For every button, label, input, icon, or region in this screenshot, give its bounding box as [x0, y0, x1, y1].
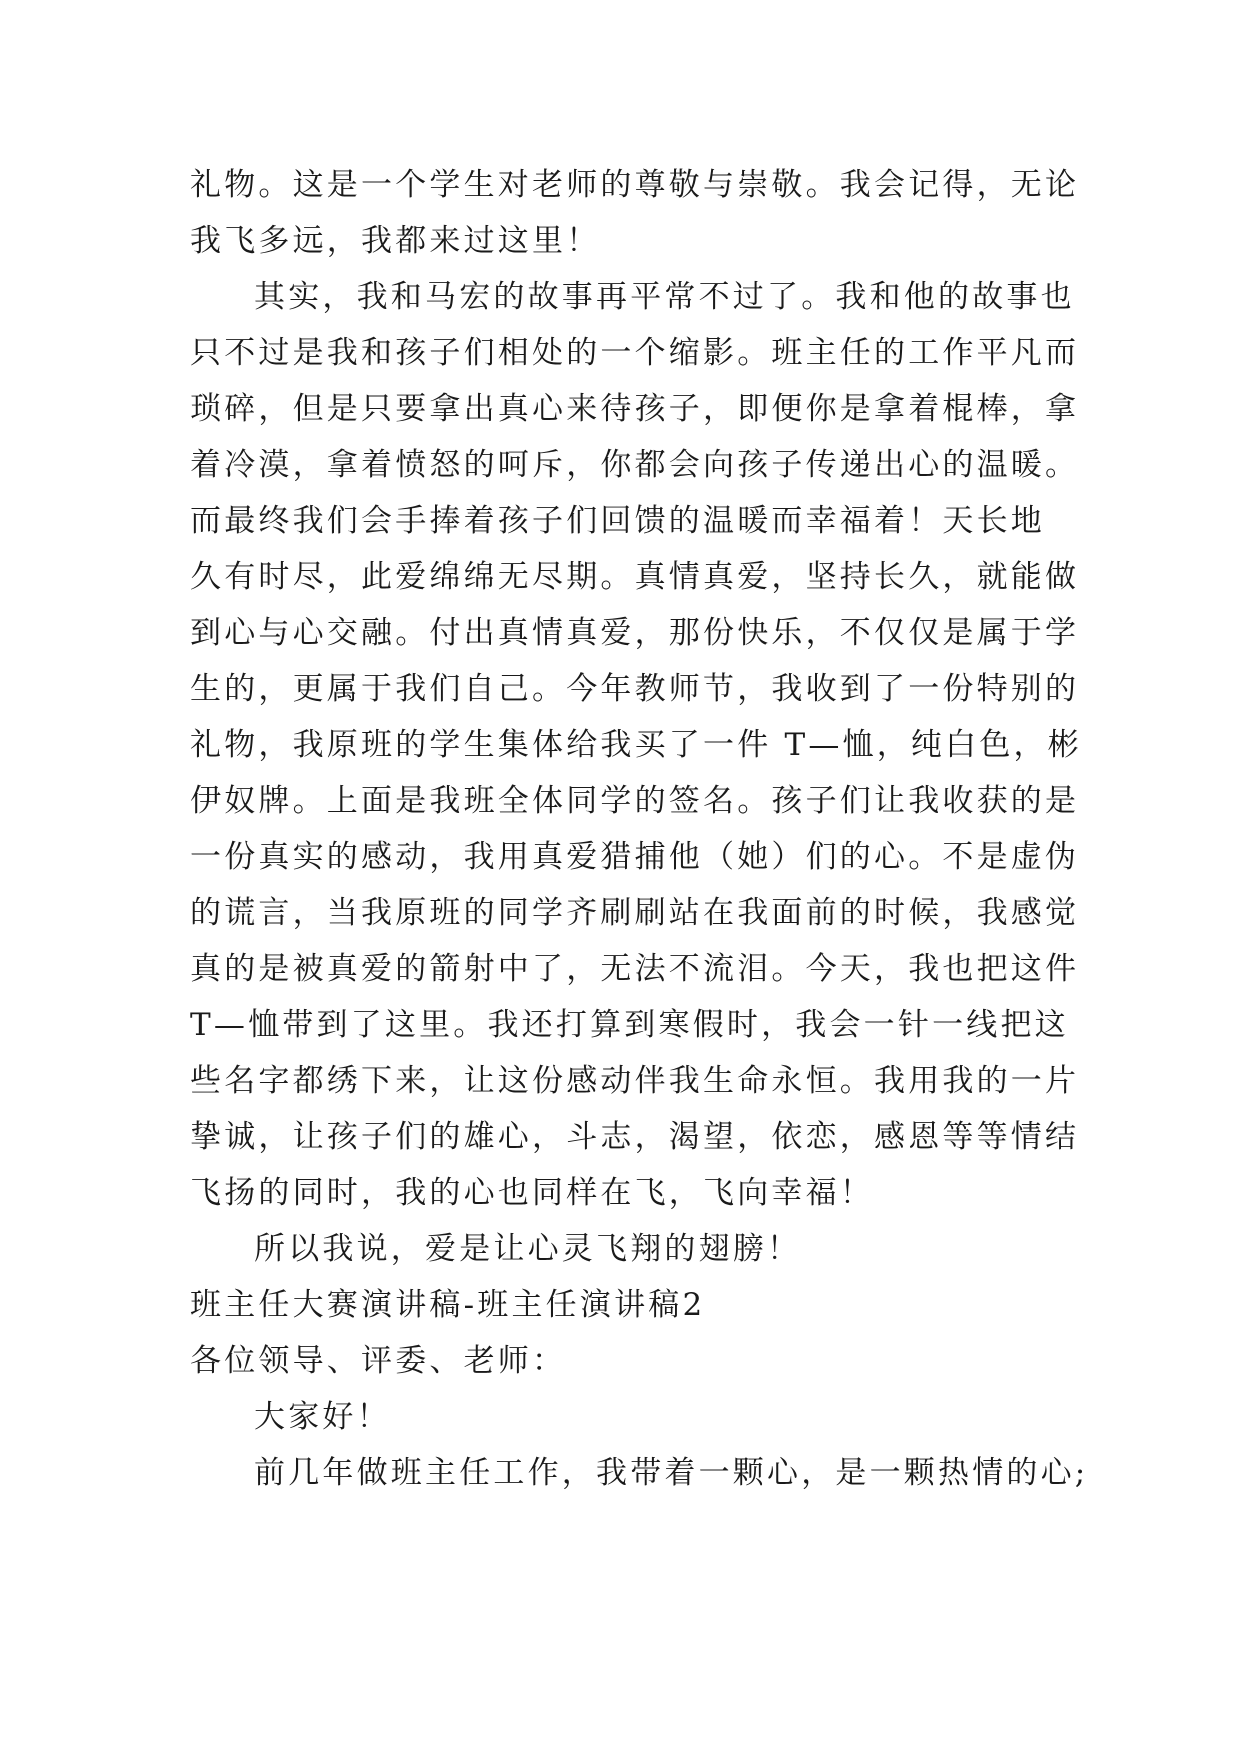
text-line: 伊奴牌。上面是我班全体同学的签名。孩子们让我收获的是 [190, 783, 1080, 819]
paragraph-start: 前几年做班主任工作，我带着一颗心，是一颗热情的心; [254, 1455, 1089, 1491]
text-line: 着冷漠，拿着愤怒的呵斥，你都会向孩子传递出心的温暖。 [190, 447, 1080, 483]
text-line: 真的是被真爱的箭射中了，无法不流泪。今天，我也把这件 [190, 951, 1080, 987]
text-line: 的谎言，当我原班的同学齐刷刷站在我面前的时候，我感觉 [190, 895, 1080, 931]
text-line: 只不过是我和孩子们相处的一个缩影。班主任的工作平凡而 [190, 335, 1080, 371]
text-line: 礼物。这是一个学生对老师的尊敬与崇敬。我会记得，无论 [190, 167, 1080, 203]
text-line: 一份真实的感动，我用真爱猎捕他（她）们的心。不是虚伪 [190, 839, 1080, 875]
text-line: 我飞多远，我都来过这里！ [190, 223, 601, 259]
paragraph-start: 其实，我和马宏的故事再平常不过了。我和他的故事也 [254, 279, 1075, 315]
text-line: 到心与心交融。付出真情真爱，那份快乐，不仅仅是属于学 [190, 615, 1080, 651]
section-heading: 班主任大赛演讲稿-班主任演讲稿2 [190, 1287, 706, 1323]
text-line: 久有时尽，此爱绵绵无尽期。真情真爱，坚持长久，就能做 [190, 559, 1080, 595]
text-line: 琐碎，但是只要拿出真心来待孩子，即便你是拿着棍棒，拿 [190, 391, 1080, 427]
salutation: 各位领导、评委、老师： [190, 1343, 567, 1379]
text-line: 而最终我们会手捧着孩子们回馈的温暖而幸福着！天长地 [190, 503, 1045, 539]
text-line: 飞扬的同时，我的心也同样在飞，飞向幸福！ [190, 1175, 874, 1211]
text-line: 些名字都绣下来，让这份感动伴我生命永恒。我用我的一片 [190, 1063, 1080, 1099]
text-line: 礼物，我原班的学生集体给我买了一件 T—恤，纯白色，彬 [190, 727, 1082, 763]
greeting: 大家好！ [254, 1399, 391, 1435]
paragraph-start: 所以我说，爱是让心灵飞翔的翅膀！ [254, 1231, 802, 1267]
text-line: T—恤带到了这里。我还打算到寒假时，我会一针一线把这 [190, 1007, 1069, 1043]
text-line: 生的，更属于我们自己。今年教师节，我收到了一份特别的 [190, 671, 1080, 707]
text-line: 挚诚，让孩子们的雄心，斗志，渴望，依恋，感恩等等情结 [190, 1119, 1080, 1155]
